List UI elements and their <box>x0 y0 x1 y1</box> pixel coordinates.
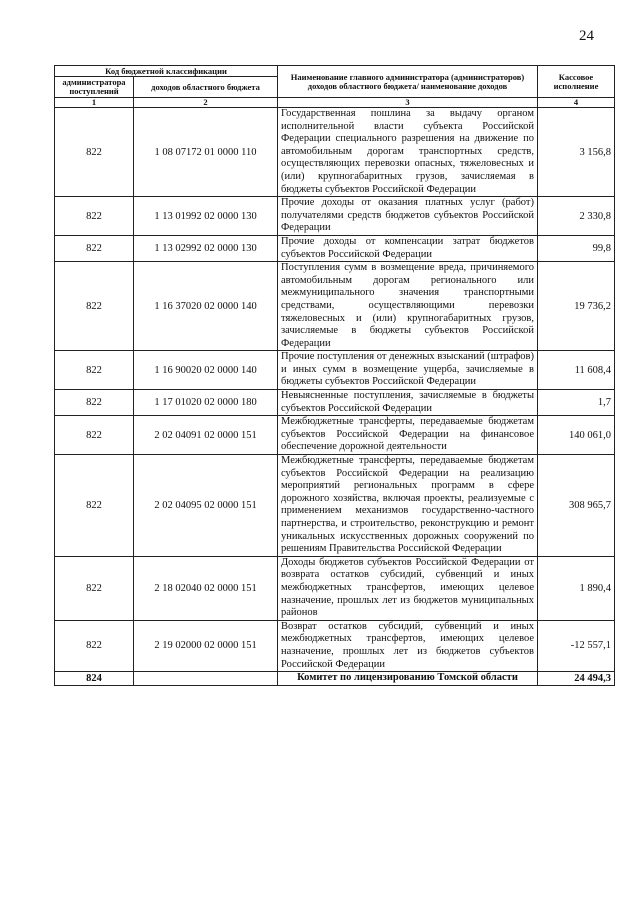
total-admin-code: 824 <box>55 672 134 686</box>
budget-income-table <box>54 65 615 686</box>
income-code: 1 13 02992 02 0000 130 <box>134 235 278 261</box>
table-row <box>55 262 615 351</box>
income-name: Межбюджетные трансферты, передаваемые бюджетам субъектов Российской Федерации на финансовое обеспечение дорожной деятельности <box>278 416 538 455</box>
income-code: 2 18 02040 02 0000 151 <box>134 556 278 620</box>
header-num-2: 2 <box>134 98 278 108</box>
header-income: доходов областного бюджета <box>134 77 278 98</box>
income-name: Возврат остатков субсидий, субвенций и иных межбюджетных трансфертов, имеющих целевое назначение, прошлых лет из бюджетов субъектов Российской Федерации <box>278 620 538 671</box>
income-code: 2 19 02000 02 0000 151 <box>134 620 278 671</box>
admin-code: 822 <box>55 556 134 620</box>
header-num-1: 1 <box>55 98 134 108</box>
income-name: Прочие поступления от денежных взысканий (штрафов) и иных сумм в возмещение ущерба, зачисляемые в бюджеты субъектов Российской Федерации <box>278 351 538 390</box>
income-code: 1 08 07172 01 0000 110 <box>134 108 278 197</box>
table-row <box>55 351 615 390</box>
amount: 99,8 <box>538 235 615 261</box>
income-name: Невыясненные поступления, зачисляемые в бюджеты субъектов Российской Федерации <box>278 390 538 416</box>
header-name: Наименование главного администратора (администраторов) доходов областного бюджета/ наименование доходов <box>278 66 538 98</box>
amount: 11 608,4 <box>538 351 615 390</box>
table-row <box>55 620 615 671</box>
income-name: Межбюджетные трансферты, передаваемые бюджетам субъектов Российской Федерации на реализацию мероприятий региональных программ в сфере дорожного хозяйства, включая проекты, реализуемые с применением механизмов государственно-частного партнерства, и строительство, реконструкцию и ремонт уникальных искусственных дорожных сооружений по решениям Правительства Российской Федерации <box>278 455 538 557</box>
admin-code: 822 <box>55 235 134 261</box>
amount: 1,7 <box>538 390 615 416</box>
admin-code: 822 <box>55 390 134 416</box>
amount: -12 557,1 <box>538 620 615 671</box>
admin-code: 822 <box>55 351 134 390</box>
table-row <box>55 235 615 261</box>
table-row <box>55 455 615 557</box>
income-code: 1 17 01020 02 0000 180 <box>134 390 278 416</box>
header-num-4: 4 <box>538 98 615 108</box>
income-name: Поступления сумм в возмещение вреда, причиняемого автомобильным дорогам регионального или межмуниципального значения транспортными средствами, осуществляющими перевозки тяжеловесных и (или) крупногабаритных грузов, зачисляемые в бюджеты субъектов Российской Федерации <box>278 262 538 351</box>
income-code: 2 02 04095 02 0000 151 <box>134 455 278 557</box>
table-row <box>55 556 615 620</box>
income-code: 1 16 90020 02 0000 140 <box>134 351 278 390</box>
income-name: Государственная пошлина за выдачу органом исполнительной власти субъекта Российской Федерации специального разрешения на движение по автомобильным дорогам транспортных средств, осуществляющих перевозки опасных, тяжеловесных и (или) крупногабаритных грузов, зачисляемая в бюджеты субъектов Российской Федерации <box>278 108 538 197</box>
amount: 19 736,2 <box>538 262 615 351</box>
header-num-3: 3 <box>278 98 538 108</box>
total-row <box>55 672 615 686</box>
admin-code: 822 <box>55 197 134 236</box>
header-row-top <box>55 66 615 77</box>
total-amount: 24 494,3 <box>538 672 615 686</box>
header-amount: Кассовое исполнение <box>538 66 615 98</box>
income-code: 1 16 37020 02 0000 140 <box>134 262 278 351</box>
table-row <box>55 390 615 416</box>
total-income-code <box>134 672 278 686</box>
header-row-numbers <box>55 98 615 108</box>
income-name: Прочие доходы от компенсации затрат бюджетов субъектов Российской Федерации <box>278 235 538 261</box>
table-row <box>55 197 615 236</box>
admin-code: 822 <box>55 455 134 557</box>
income-name: Доходы бюджетов субъектов Российской Федерации от возврата остатков субсидий, субвенций и иных межбюджетных трансфертов, имеющих целевое назначение, прошлых лет из бюджетов муниципальных районов <box>278 556 538 620</box>
amount: 140 061,0 <box>538 416 615 455</box>
amount: 3 156,8 <box>538 108 615 197</box>
table-row <box>55 108 615 197</box>
page-number: 24 <box>579 28 594 44</box>
header-admin: администратора поступлений <box>55 77 134 98</box>
income-code: 2 02 04091 02 0000 151 <box>134 416 278 455</box>
admin-code: 822 <box>55 262 134 351</box>
header-group-code: Код бюджетной классификации <box>55 66 278 77</box>
admin-code: 822 <box>55 620 134 671</box>
income-name: Прочие доходы от оказания платных услуг (работ) получателями средств бюджетов субъектов Российской Федерации <box>278 197 538 236</box>
admin-code: 822 <box>55 108 134 197</box>
admin-code: 822 <box>55 416 134 455</box>
amount: 308 965,7 <box>538 455 615 557</box>
amount: 1 890,4 <box>538 556 615 620</box>
amount: 2 330,8 <box>538 197 615 236</box>
table-row <box>55 416 615 455</box>
total-administrator-name: Комитет по лицензированию Томской области <box>278 672 538 686</box>
income-code: 1 13 01992 02 0000 130 <box>134 197 278 236</box>
